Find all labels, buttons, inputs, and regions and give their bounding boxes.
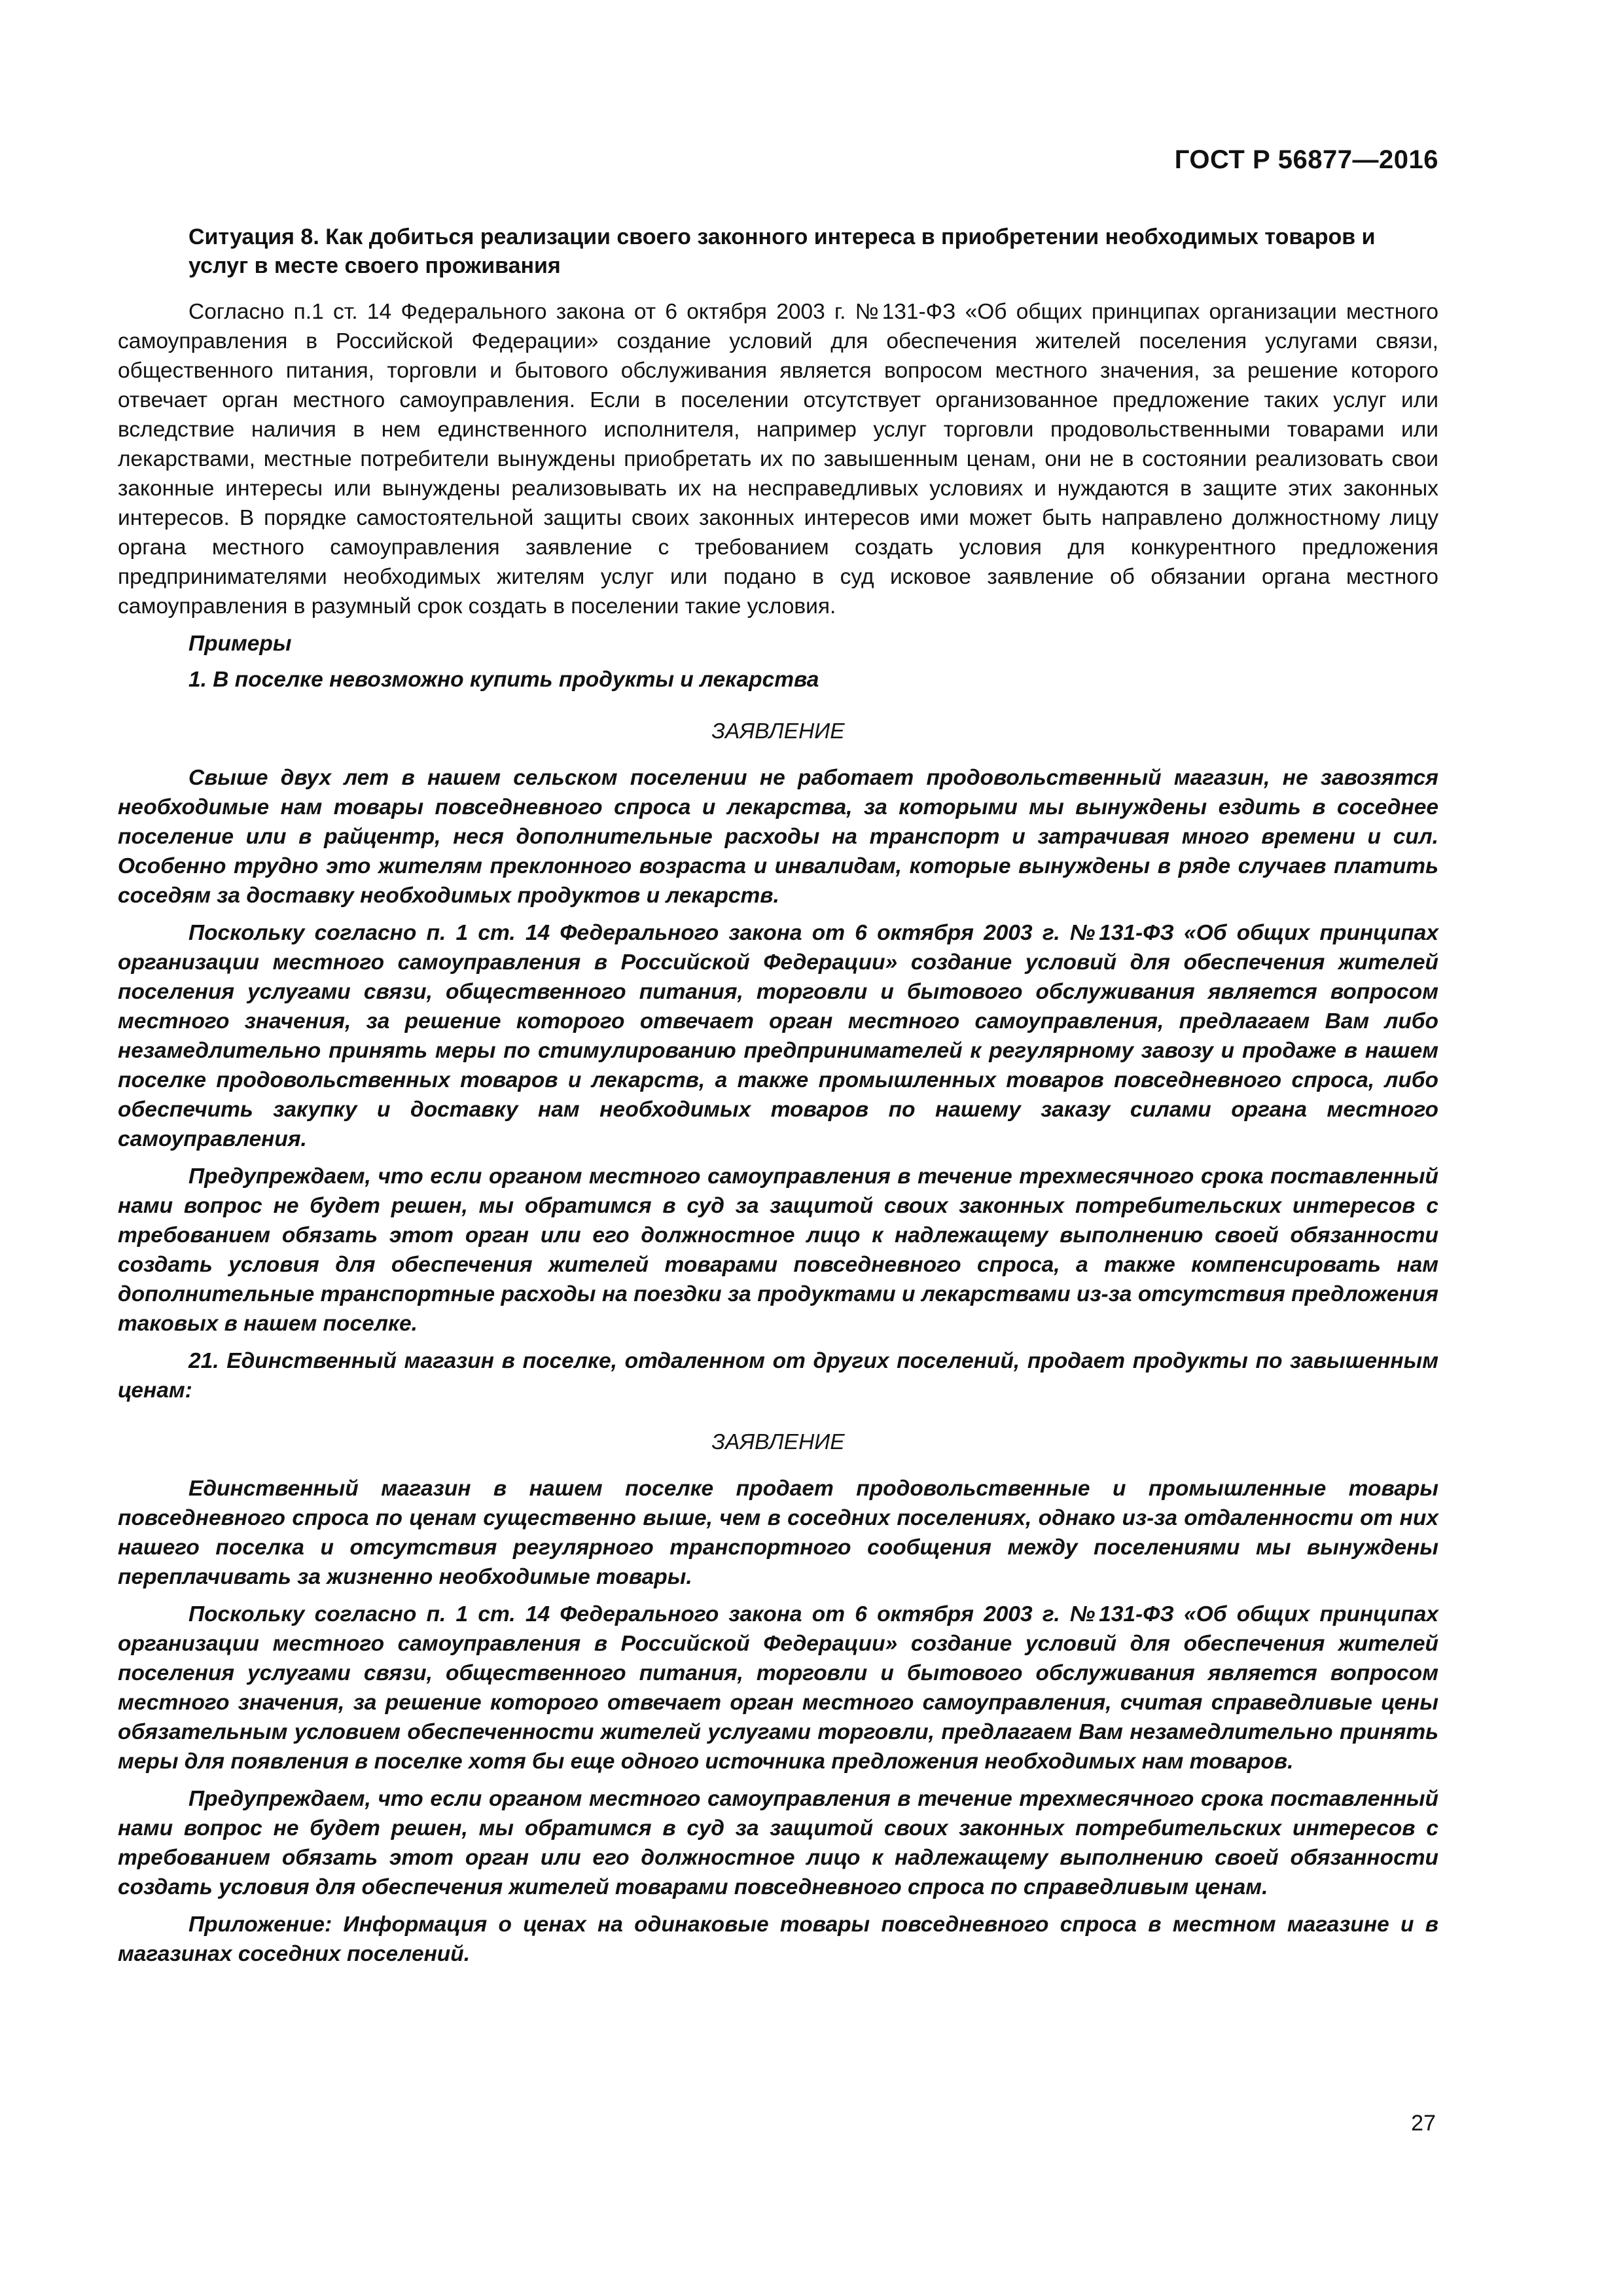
- document-code: ГОСТ Р 56877—2016: [1174, 145, 1438, 174]
- example1-statement-title: ЗАЯВЛЕНИЕ: [711, 719, 845, 744]
- example1-paragraph: Поскольку согласно п. 1 ст. 14 Федерального закона от 6 октября 2003 г. №131-ФЗ «Об общих принципах организации местного самоуправления в Российской Федерации» создание условий для обеспечения жителей поселения услугами связи, общественного питания, торговли и бытового обслуживания является вопросом местного значения, за решение которого отвечает орган местного самоуправления, предлагаем Вам либо незамедлительно принять меры по стимулированию предпринимателей к регулярному завозу и продаже в нашем поселке продовольственных товаров и лекарств, а также промышленных товаров повседневного спроса, либо обеспечить закупку и доставку нам необходимых товаров по нашему заказу силами органа местного самоуправления.: [118, 921, 1438, 1151]
- page-number: 27: [1411, 2111, 1436, 2136]
- example2-paragraph: Единственный магазин в нашем поселке продает продовольственные и промышленные товары повседневного спроса по ценам существенно выше, чем в соседних поселениях, однако из-за отдаленности от них нашего поселка и отсутствия регулярного транспортного сообщения между поселениями мы вынуждены переплачивать за жизненно необходимые товары.: [118, 1477, 1438, 1589]
- example1-paragraph: Свыше двух лет в нашем сельском поселении не работает продовольственный магазин, не завозятся необходимые нам товары повседневного спроса и лекарства, за которыми мы вынуждены ездить в соседнее поселение или в райцентр, неся дополнительные расходы на транспорт и затрачивая много времени и сил. Особенно трудно это жителям преклонного возраста и инвалидам, которые вынуждены в ряде случаев платить соседям за доставку необходимых продуктов и лекарств.: [118, 766, 1438, 908]
- example2-statement-title: ЗАЯВЛЕНИЕ: [711, 1430, 845, 1454]
- intro-paragraph: Согласно п.1 ст. 14 Федерального закона от 6 октября 2003 г. №131-ФЗ «Об общих принципах организации местного самоуправления в Российской Федерации» создание условий для обеспечения жителей поселения услугами связи, общественного питания, торговли и бытового обслуживания является вопросом местного значения, за решение которого отвечает орган местного самоуправления. Если в поселении отсутствует организованное предложение таких услуг или вследствие наличия в нем единственного исполнителя, например услуг торговли продовольственными товарами или лекарствами, местные потребители вынуждены приобретать их по завышенным ценам, они не в состоянии реализовать свои законные интересы или вынуждены реализовывать их на несправедливых условиях и нуждаются в защите этих законных интересов. В порядке самостоятельной защиты своих законных интересов ими может быть направлено должностному лицу органа местного самоуправления заявление с требованием создать условия для конкурентного предложения предпринимателями необходимых жителям услуг или подано в суд исковое заявление об обязании органа местного самоуправления в разумный срок создать в поселении такие условия.: [118, 300, 1438, 619]
- example2-paragraph: Поскольку согласно п. 1 ст. 14 Федерального закона от 6 октября 2003 г. №131-ФЗ «Об общих принципах организации местного самоуправления в Российской Федерации» создание условий для обеспечения жителей поселения услугами связи, общественного питания, торговли и бытового обслуживания является вопросом местного значения, за решение которого отвечает орган местного самоуправления, считая справедливые цены обязательным условием обеспеченности жителей услугами торговли, предлагаем Вам незамедлительно принять меры для появления в поселке хотя бы еще одного источника предложения необходимых нам товаров.: [118, 1602, 1438, 1774]
- situation-heading: Ситуация 8. Как добиться реализации своего законного интереса в приобретении необходимых товаров и услуг в месте своего проживания: [188, 224, 1376, 278]
- example1-title: 1. В поселке невозможно купить продукты и лекарства: [188, 668, 819, 692]
- examples-label: Примеры: [188, 632, 292, 656]
- page-content: [118, 223, 1438, 1977]
- example1-paragraph: Предупреждаем, что если органом местного самоуправления в течение трехмесячного срока поставленный нами вопрос не будет решен, мы обратимся в суд за защитой своих законных потребительских интересов с требованием обязать этот орган или его должностное лицо к надлежащему выполнению своей обязанности создать условия для обеспечения жителей товарами повседневного спроса, а также компенсировать нам дополнительные транспортные расходы на поездки за продуктами и лекарствами из-за отсутствия предложения таковых в нашем поселке.: [118, 1164, 1438, 1336]
- example2-title: 21. Единственный магазин в поселке, отдаленном от других поселений, продает продукты по завышенным ценам:: [118, 1349, 1438, 1403]
- example2-attachment: Приложение: Информация о ценах на одинаковые товары повседневного спроса в местном магазине и в магазинах соседних поселений.: [118, 1912, 1438, 1966]
- example2-paragraph: Предупреждаем, что если органом местного самоуправления в течение трехмесячного срока поставленный нами вопрос не будет решен, мы обратимся в суд за защитой своих законных потребительских интересов с требованием обязать этот орган или его должностное лицо к надлежащему выполнению своей обязанности создать условия для обеспечения жителей товарами повседневного спроса по справедливым ценам.: [118, 1787, 1438, 1899]
